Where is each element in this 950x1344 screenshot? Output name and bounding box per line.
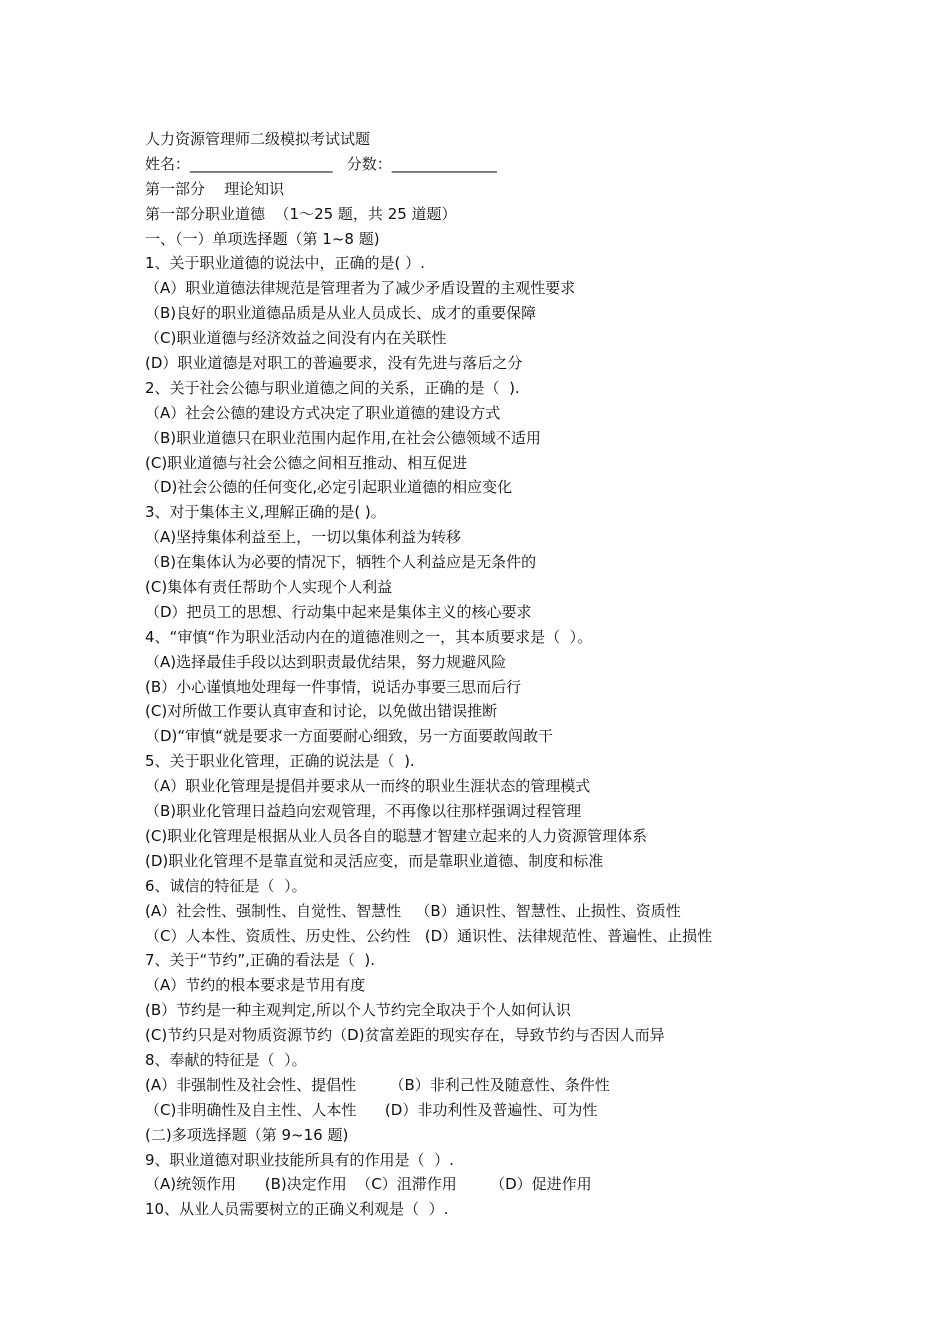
subsection-heading: (二)多项选择题（第 9~16 题): [145, 1125, 349, 1144]
answer-option: （A）社会公德的建设方式决定了职业道德的建设方式: [145, 403, 501, 422]
answer-option: (B）节约是一种主观判定,所以个人节约完全取决于个人如何认识: [145, 1001, 571, 1020]
answer-option: (C)对所做工作要认真审查和讨论，以免做出错误推断: [145, 702, 498, 721]
answer-option: （D)社会公德的任何变化,必定引起职业道德的相应变化: [145, 478, 513, 497]
answer-option: （B)在集体认为必要的情况下，牺牲个人利益应是无条件的: [145, 553, 537, 572]
answer-option: （A）节约的根本要求是节用有度: [145, 976, 366, 995]
answer-option-pair: （C)非明确性及自主性、人本性 (D）非功利性及普遍性、可为性: [145, 1100, 598, 1119]
answer-option: (D）职业道德是对职工的普遍要求，没有先进与落后之分: [145, 354, 523, 373]
question-text: 9、职业道德对职业技能所具有的作用是（ ）.: [145, 1150, 454, 1169]
answer-option: （D)“审慎“就是要求一方面要耐心细致，另一方面要敢闯敢干: [145, 727, 553, 746]
answer-option-pair: （C）人本性、资质性、历史性、公约性 (D）通识性、法律规范性、普遍性、止损性: [145, 926, 713, 945]
question-text: 10、从业人员需要树立的正确义利观是（ ）.: [145, 1200, 449, 1219]
question-text: 2、关于社会公德与职业道德之间的关系，正确的是（ ).: [145, 378, 520, 397]
subsection-heading: 一、（一）单项选择题（第 1~8 题): [145, 229, 380, 248]
question-text: 6、诚信的特征是（ ）。: [145, 876, 307, 895]
exam-title: 人力资源管理师二级模拟考试试题: [145, 130, 371, 148]
answer-option-row: （A)统领作用 (B)决定作用 （C）沮滞作用 （D）促进作用: [145, 1175, 592, 1194]
question-text: 1、关于职业道德的说法中，正确的是( ）.: [145, 254, 425, 273]
answer-option: (C)职业化管理是根据从业人员各自的聪慧才智建立起来的人力资源管理体系: [145, 826, 648, 845]
part-heading: 第一部分 理论知识: [145, 179, 285, 198]
answer-option: （A）职业化管理是提倡并要求从一而终的职业生涯状态的管理模式: [145, 777, 591, 796]
answer-option: （C)职业道德与经济效益之间没有内在关联性: [145, 329, 447, 348]
question-text: 7、关于“节约”,正确的看法是（ ).: [145, 951, 376, 970]
answer-option-pair: (A）社会性、强制性、自觉性、智慧性 （B）通识性、智慧性、止损性、资质性: [145, 901, 681, 920]
answer-option: (B）小心谨慎地处理每一件事情，说话办事要三思而后行: [145, 677, 522, 696]
answer-option: （B)职业道德只在职业范围内起作用,在社会公德领域不适用: [145, 428, 541, 447]
question-text: 5、关于职业化管理，正确的说法是（ ).: [145, 752, 415, 771]
document-body: [145, 127, 845, 1222]
answer-option-pair: (A）非强制性及社会性、提倡性 （B）非利己性及随意性、条件性: [145, 1075, 610, 1094]
question-text: 3、对于集体主义,理解正确的是( )。: [145, 503, 386, 522]
answer-option: （D）把员工的思想、行动集中起来是集体主义的核心要求: [145, 602, 532, 621]
answer-option: （A）职业道德法律规范是管理者为了减少矛盾设置的主观性要求: [145, 279, 576, 298]
answer-option: (D)职业化管理不是靠直觉和灵活应变，而是靠职业道德、制度和标准: [145, 851, 604, 870]
answer-option: （B)职业化管理日益趋向宏观管理，不再像以往那样强调过程管理: [145, 802, 582, 821]
answer-option: （A)选择最佳手段以达到职责最优结果，努力规避风险: [145, 652, 507, 671]
answer-option-pair: (C)节约只是对物质资源节约（D)贫富差距的现实存在，导致节约与否因人而异: [145, 1026, 665, 1045]
answer-option: （B)良好的职业道德品质是从业人员成长、成才的重要保障: [145, 304, 537, 323]
question-text: 8、奉献的特征是（ ）。: [145, 1050, 307, 1069]
question-text: 4、“审慎“作为职业活动内在的道德准则之一，其本质要求是（ ）。: [145, 627, 593, 646]
name-score-line: 姓名：___________________ 分数：______________: [145, 154, 497, 173]
section-heading: 第一部分职业道德 （1～25 题，共 25 道题）: [145, 204, 457, 223]
answer-option: （A)坚持集体利益至上，一切以集体利益为转移: [145, 528, 462, 547]
answer-option: (C)集体有责任帮助个人实现个人利益: [145, 578, 393, 597]
answer-option: (C)职业道德与社会公德之间相互推动、相互促进: [145, 453, 468, 472]
